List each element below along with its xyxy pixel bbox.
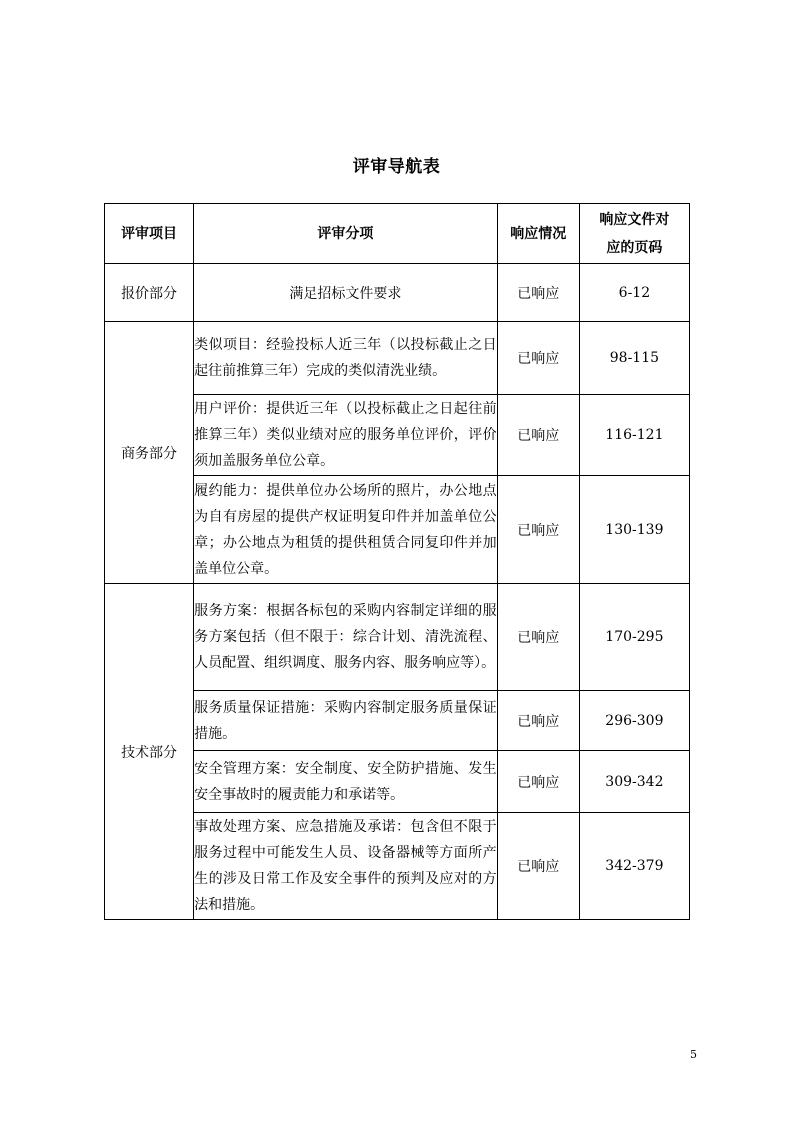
response-cell: 已响应 xyxy=(497,813,579,920)
header-page-line2: 应的页码 xyxy=(606,239,663,256)
pages-cell: 342-379 xyxy=(579,813,689,920)
subitem-cell: 事故处理方案、应急措施及承诺：包含但不限于服务过程中可能发生人员、设备器械等方面所产生的涉及日常工作及安全事件的预判及应对的方法和措施。 xyxy=(194,813,498,920)
pages-cell: 309-342 xyxy=(579,751,689,813)
pages-cell: 130-139 xyxy=(579,476,689,584)
pages-cell: 98-115 xyxy=(579,322,689,395)
page-number: 5 xyxy=(690,1048,697,1061)
response-cell: 已响应 xyxy=(497,476,579,584)
section-business: 商务部分 xyxy=(105,322,194,584)
response-cell: 已响应 xyxy=(497,691,579,751)
response-cell: 已响应 xyxy=(497,584,579,691)
table-row xyxy=(105,322,690,395)
pages-cell: 6-12 xyxy=(579,264,689,322)
subitem-cell: 服务质量保证措施：采购内容制定服务质量保证措施。 xyxy=(194,691,498,751)
subitem-cell: 用户评价：提供近三年（以投标截止之日起往前推算三年）类似业绩对应的服务单位评价，评价须加盖服务单位公章。 xyxy=(194,395,498,476)
subitem-cell: 履约能力：提供单位办公场所的照片，办公地点为自有房屋的提供产权证明复印件并加盖单位公章；办公地点为租赁的提供租赁合同复印件并加盖单位公章。 xyxy=(194,476,498,584)
table-header-row xyxy=(105,204,690,264)
response-cell: 已响应 xyxy=(497,264,579,322)
review-navigation-table xyxy=(104,203,690,920)
section-technical: 技术部分 xyxy=(105,584,194,920)
header-response: 响应情况 xyxy=(497,204,579,264)
subitem-cell: 满足招标文件要求 xyxy=(194,264,498,322)
header-page xyxy=(579,204,689,264)
response-cell: 已响应 xyxy=(497,322,579,395)
header-subitem: 评审分项 xyxy=(194,204,498,264)
response-cell: 已响应 xyxy=(497,751,579,813)
pages-cell: 116-121 xyxy=(579,395,689,476)
subitem-cell: 服务方案：根据各标包的采购内容制定详细的服务方案包括（但不限于：综合计划、清洗流程、人员配置、组织调度、服务内容、服务响应等）。 xyxy=(194,584,498,691)
pages-cell: 296-309 xyxy=(579,691,689,751)
page-title: 评审导航表 xyxy=(352,157,441,177)
header-page-line1: 响应文件对 xyxy=(599,211,670,228)
table-row xyxy=(105,584,690,691)
table-row xyxy=(105,264,690,322)
section-pricing: 报价部分 xyxy=(105,264,194,322)
subitem-cell: 安全管理方案：安全制度、安全防护措施、发生安全事故时的履责能力和承诺等。 xyxy=(194,751,498,813)
pages-cell: 170-295 xyxy=(579,584,689,691)
header-project: 评审项目 xyxy=(105,204,194,264)
subitem-cell: 类似项目：经验投标人近三年（以投标截止之日起往前推算三年）完成的类似清洗业绩。 xyxy=(194,322,498,395)
response-cell: 已响应 xyxy=(497,395,579,476)
